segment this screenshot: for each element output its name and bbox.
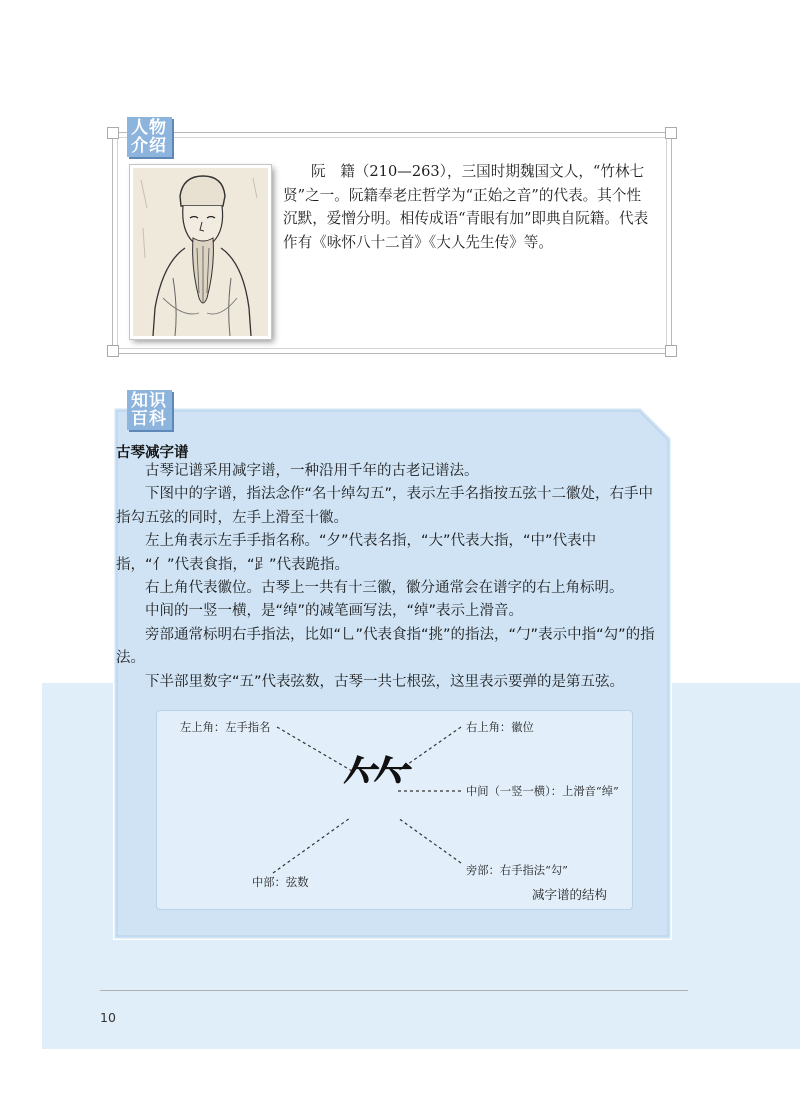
tag-line: 人物: [131, 118, 167, 138]
tag-line: 百科: [131, 409, 167, 429]
page-number: 10: [100, 1010, 116, 1025]
bio-line: 贤”之一。阮籍奉老庄哲学为“正始之音”的代表。其个性: [283, 186, 642, 204]
knowledge-paragraph: 右上角代表徽位。古琴上一共有十三徽，徽分通常会在谱字的右上角标明。: [145, 580, 624, 597]
tag-line: 知识: [131, 391, 167, 411]
knowledge-paragraph: 中间的一竖一横，是“绰”的减笔画写法，“绰”表示上滑音。: [145, 603, 524, 620]
knowledge-paragraph: 旁部通常标明右手指法，比如“乚”代表食指“挑”的指法，“勹”表示中指“勾”的指法。: [116, 626, 655, 667]
knowledge-paragraph: 古琴记谱采用减字谱，一种沿用千年的古老记谱法。: [145, 463, 479, 479]
label-top-left: 左上角：左手指名: [180, 721, 271, 734]
tag-line: 介绍: [131, 136, 167, 156]
jianzipu-character: 𥫗: [341, 749, 415, 835]
knowledge-paragraph: 左上角表示左手手指名称。“夕”代表名指，“大”代表大指，“中”代表中指，“亻”代表食指，“𧾷”代表跪指。: [116, 533, 597, 573]
label-top-right: 右上角：徽位: [466, 721, 534, 734]
leader-bottom-left: [273, 818, 350, 873]
knowledge-title: 古琴减字谱: [116, 445, 189, 461]
bio-line: 沉默，爱憎分明。相传成语“青眼有加”即典自阮籍。代表: [283, 210, 649, 227]
bio-line: 阮 籍（210—263），三国时期魏国文人，“竹林七: [311, 163, 645, 180]
label-middle: 中间（一竖一横）：上滑音“绰”: [466, 785, 619, 798]
footer-divider: [100, 990, 688, 991]
knowledge-paragraph: 下图中的字谱，指法念作“名十绰勾五”，表示左手名指按五弦十二徽处，右手中指勾五弦的同时，左手上滑至十徽。: [116, 486, 654, 526]
bio-line: 作有《咏怀八十二首》《大人先生传》等。: [283, 233, 553, 251]
knowledge-tag: [127, 390, 172, 430]
diagram-caption: 减字谱的结构: [532, 887, 608, 902]
label-bottom-left: 中部：弦数: [252, 876, 309, 889]
knowledge-paragraph: 下半部里数字“五”代表弦数，古琴一共七根弦，这里表示要弹的是第五弦。: [145, 673, 625, 690]
label-bottom-right: 旁部：右手指法“勾”: [466, 864, 568, 877]
